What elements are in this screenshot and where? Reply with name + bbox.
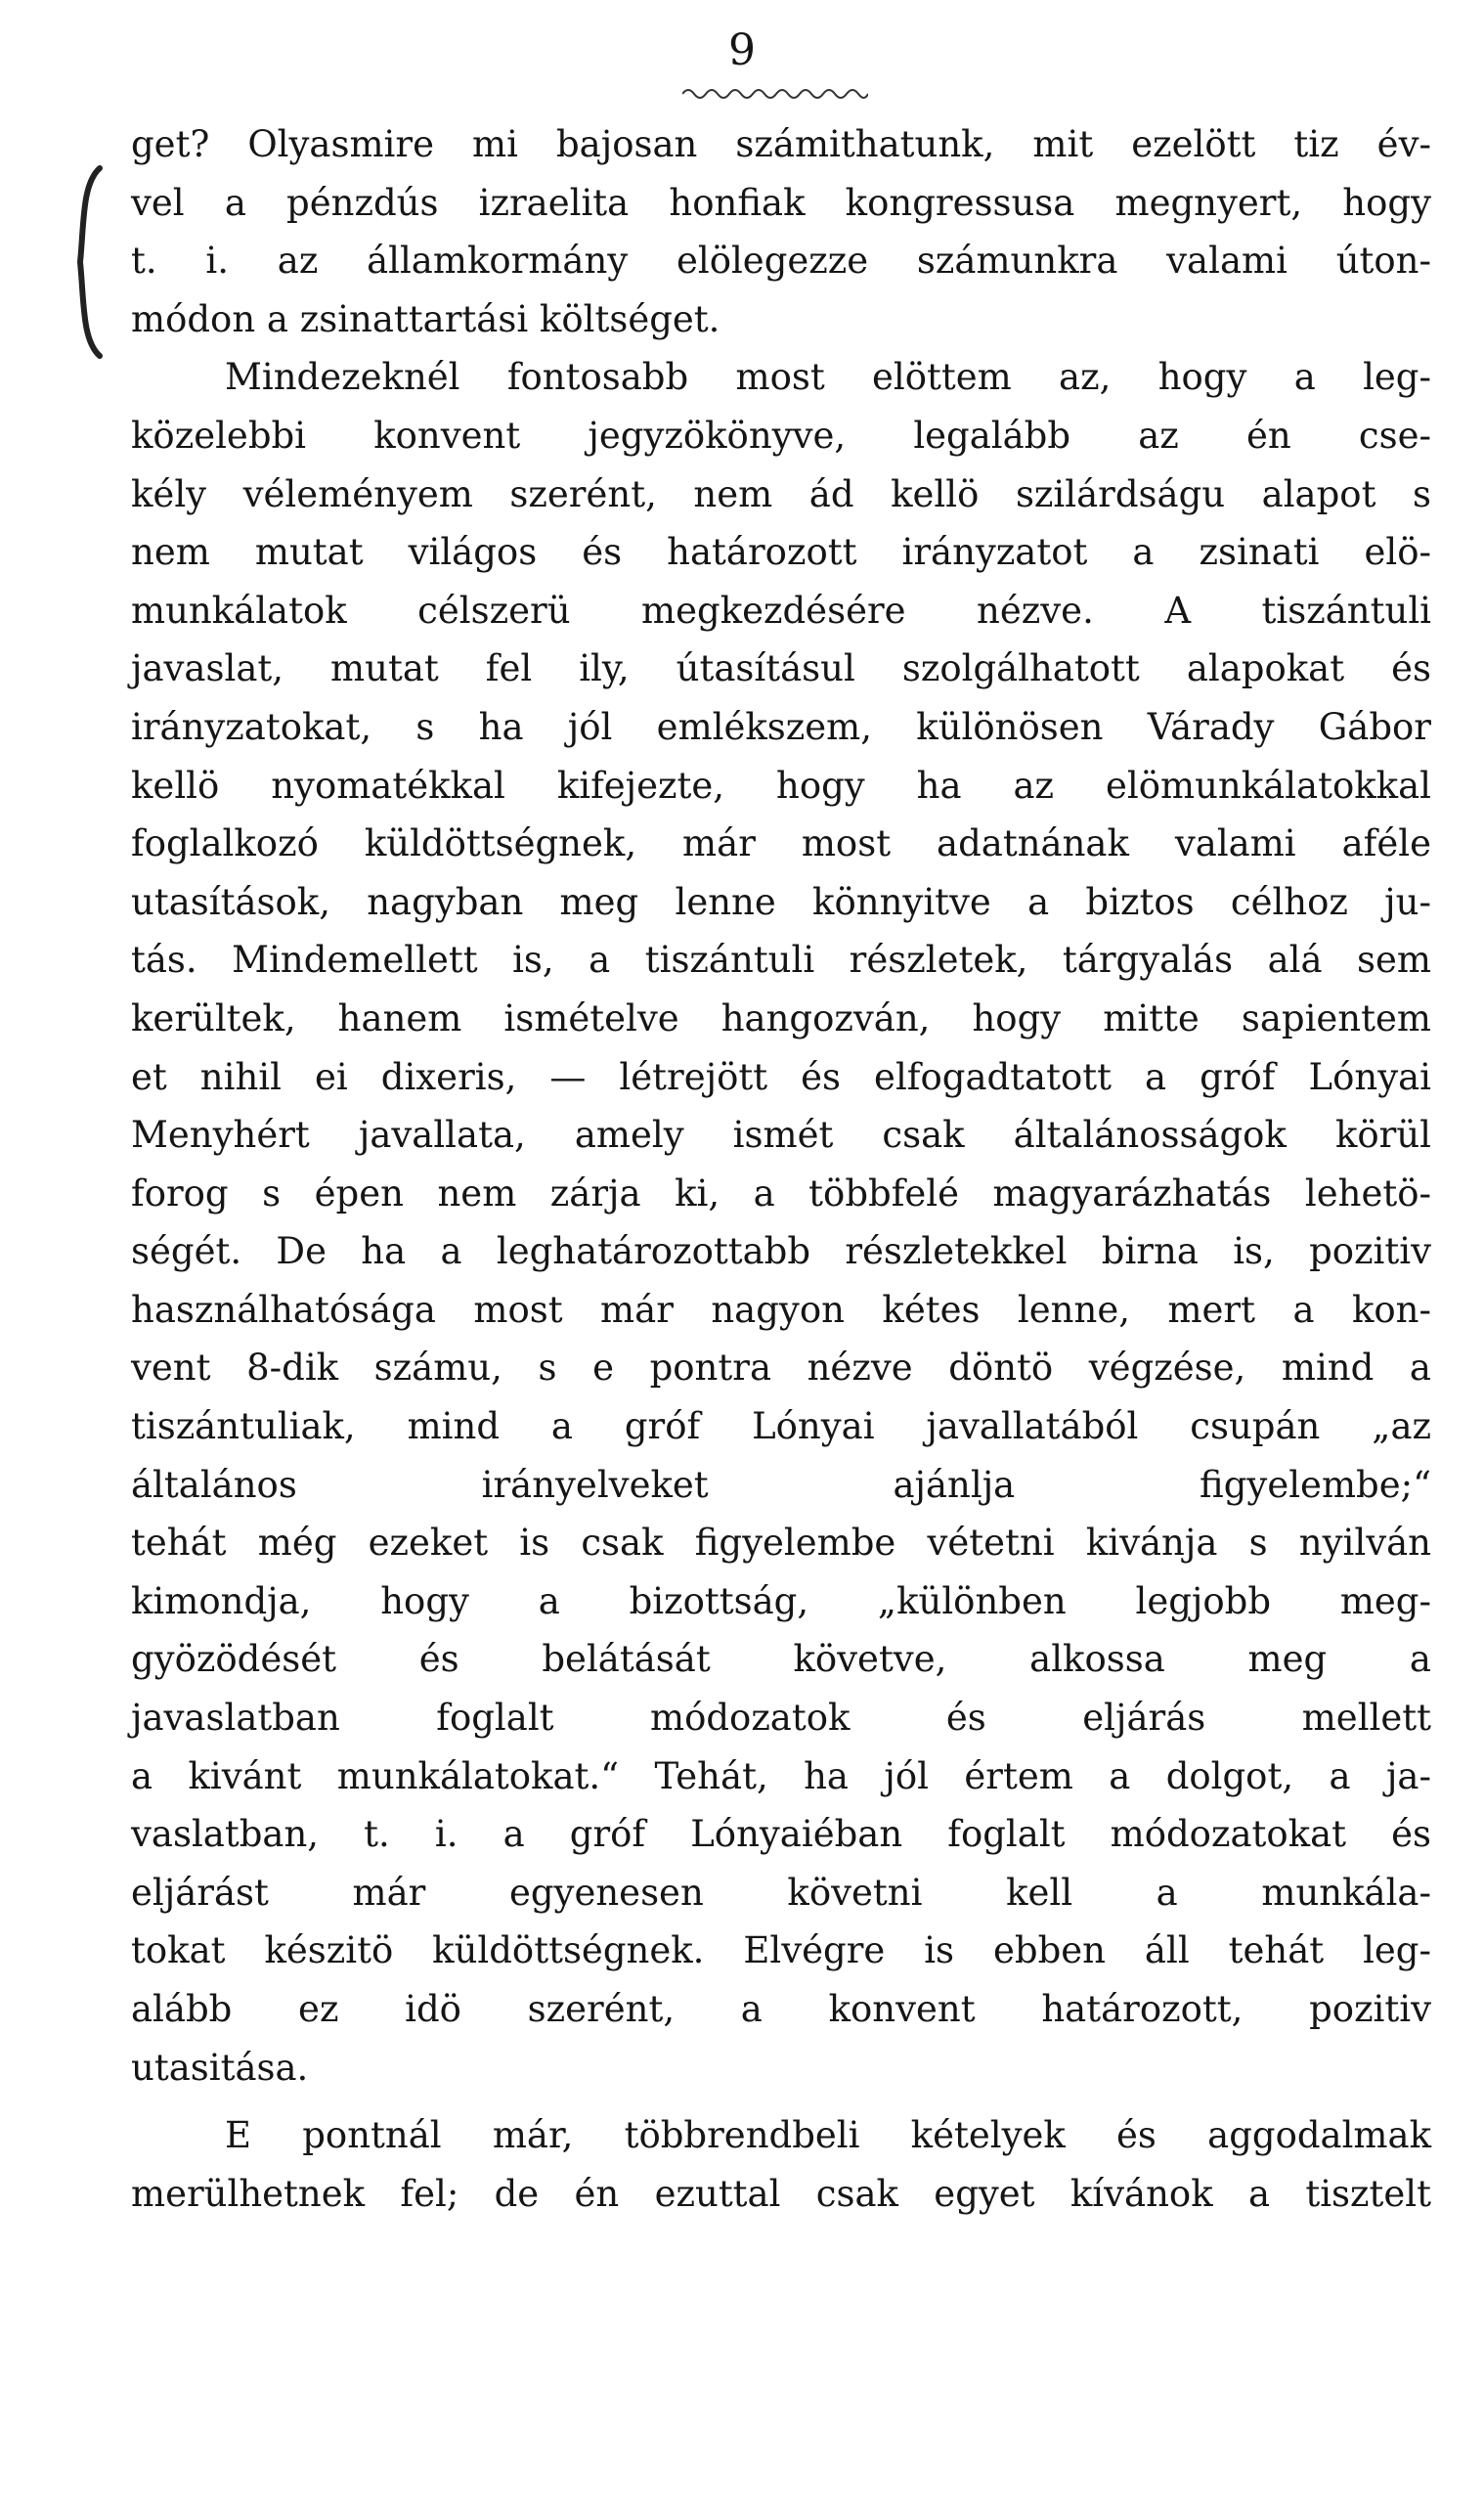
- text-line: et nihil ei dixeris, — létrejött és elfogadtatott a gróf Lónyai: [131, 1055, 1431, 1098]
- text-line: alább ez idö szerént, a konvent határozott, pozitiv: [131, 1988, 1431, 2030]
- text-line: közelebbi konvent jegyzökönyve, legalább az én cse-: [131, 414, 1431, 457]
- text-line: utasitása.: [131, 2046, 309, 2089]
- text-line: Menyhért javallata, amely ismét csak általánosságok körül: [131, 1114, 1431, 1157]
- text-line: nem mutat világos és határozott irányzatot a zsinati elö-: [131, 531, 1431, 574]
- text-line: merülhetnek fel; de én ezuttal csak egyet kívánok a tisztelt: [131, 2172, 1431, 2215]
- text-line: használhatósága most már nagyon kétes lenne, mert a kon-: [131, 1288, 1431, 1331]
- text-line: vaslatban, t. i. a gróf Lónyaiéban foglalt módozatokat és: [131, 1813, 1431, 1856]
- text-line: foglalkozó küldöttségnek, már most adatnának valami aféle: [131, 822, 1431, 865]
- text-line: t. i. az államkormány elölegezze számunkra valami úton-: [131, 240, 1431, 283]
- text-line: kellö nyomatékkal kifejezte, hogy ha az elömunkálatokkal: [131, 764, 1431, 807]
- text-line: vent 8-dik számu, s e pontra nézve döntö végzése, mind a: [131, 1347, 1431, 1390]
- text-line: munkálatok célszerü megkezdésére nézve. A tiszántuli: [131, 589, 1431, 632]
- text-line: javaslat, mutat fel ily, útasításul szolgálhatott alapokat és: [131, 647, 1431, 690]
- text-line: a kivánt munkálatokat.“ Tehát, ha jól értem a dolgot, a ja-: [131, 1754, 1431, 1797]
- text-line: tiszántuliak, mind a gróf Lónyai javallatából csupán „az: [131, 1405, 1431, 1448]
- paragraph-start-line: E pontnál már, többrendbeli kételyek és aggodalmak: [225, 2114, 1431, 2157]
- text-line: kimondja, hogy a bizottság, „különben legjobb meg-: [131, 1579, 1431, 1622]
- body-text: [131, 115, 1431, 2223]
- text-line: ségét. De ha a leghatározottabb részletekkel birna is, pozitiv: [131, 1230, 1431, 1273]
- text-line: általános irányelveket ajánlja figyelembe;“: [131, 1463, 1431, 1506]
- text-line: kély véleményem szerént, nem ád kellö szilárdságu alapot s: [131, 472, 1431, 515]
- text-line: javaslatban foglalt módozatok és eljárás mellett: [131, 1697, 1431, 1740]
- margin-bracket-mark: [70, 164, 106, 360]
- text-line: utasítások, nagyban meg lenne könnyitve a biztos célhoz ju-: [131, 880, 1431, 923]
- text-line: kerültek, hanem ismételve hangozván, hogy mitte sapientem: [131, 996, 1431, 1039]
- text-line: vel a pénzdús izraelita honfiak kongressusa megnyert, hogy: [131, 181, 1431, 224]
- paragraph-start-line: Mindezeknél fontosabb most elöttem az, hogy a leg-: [225, 356, 1431, 399]
- text-line: eljárást már egyenesen követni kell a munkála-: [131, 1871, 1431, 1914]
- text-line: tokat készitö küldöttségnek. Elvégre is ebben áll tehát leg-: [131, 1929, 1431, 1972]
- text-line: módon a zsinattartási költséget.: [131, 297, 720, 340]
- text-line: tás. Mindemellett is, a tiszántuli részletek, tárgyalás alá sem: [131, 939, 1431, 982]
- text-line: tehát még ezeket is csak figyelembe vétetni kivánja s nyilván: [131, 1522, 1431, 1565]
- text-line: gyözödését és belátását követve, alkossa meg a: [131, 1638, 1431, 1681]
- text-line: forog s épen nem zárja ki, a többfelé magyarázhatás lehetö-: [131, 1171, 1431, 1215]
- page-number: 9: [728, 25, 756, 75]
- text-line: irányzatokat, s ha jól emlékszem, különösen Várady Gábor: [131, 705, 1431, 748]
- text-line: get? Olyasmire mi bajosan számithatunk, mit ezelött tiz év-: [131, 123, 1431, 165]
- decorative-wavy-rule: [682, 82, 868, 102]
